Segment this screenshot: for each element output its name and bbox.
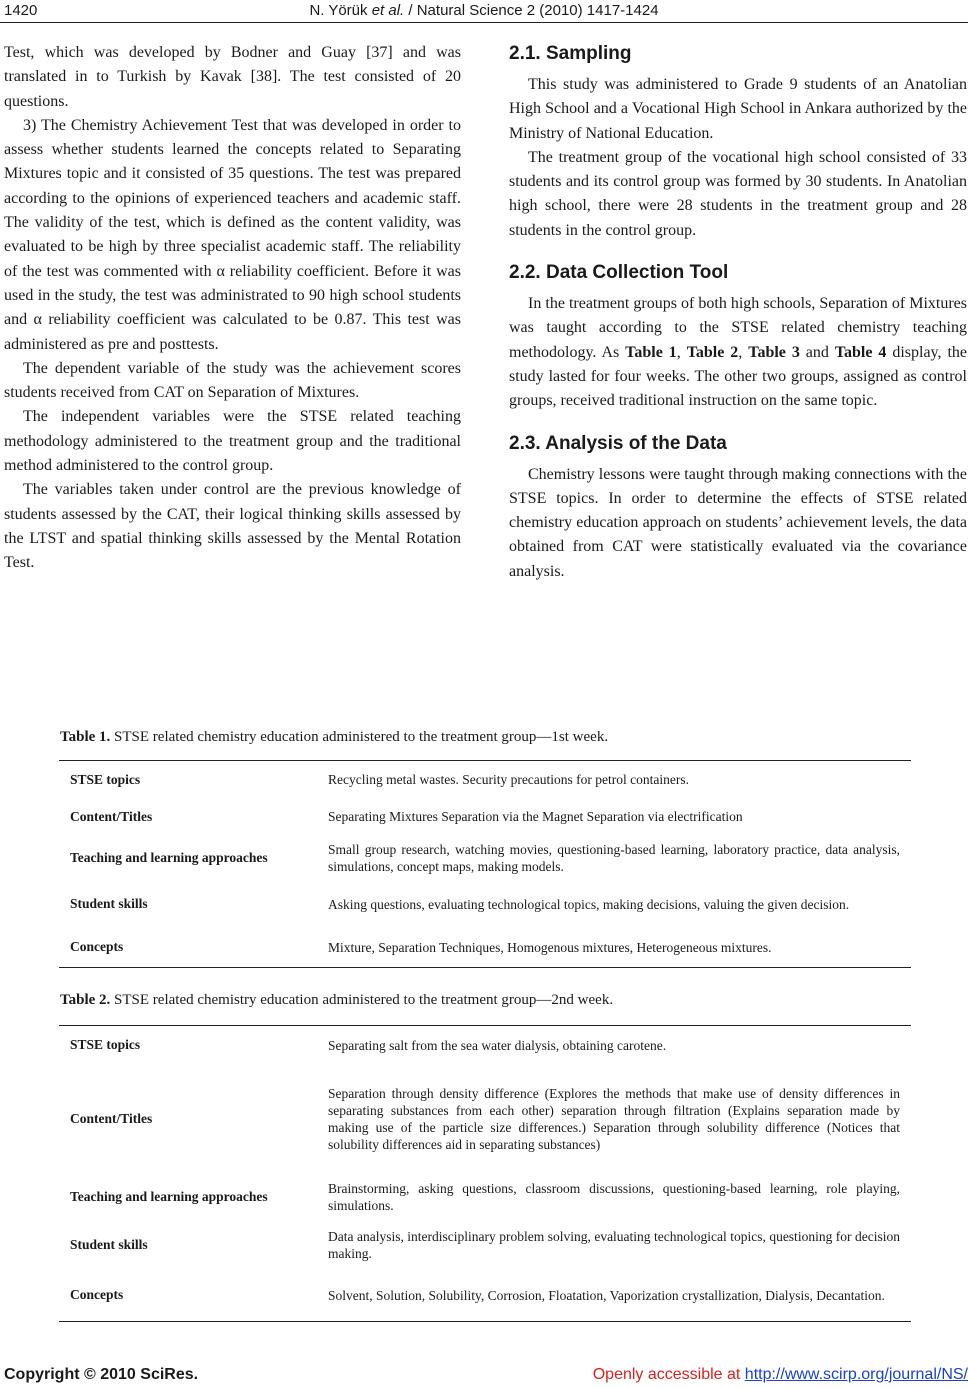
table-ref: Table 4 [834, 343, 887, 361]
row-label: Concepts [70, 939, 124, 954]
row-label: Content/Titles [70, 808, 153, 824]
table-row [59, 798, 911, 835]
row-value: Separating salt from the sea water dialysis, obtaining carotene. [328, 1037, 667, 1053]
table-row [59, 835, 911, 881]
table-ref: Table 3 [748, 343, 800, 361]
row-value: Recycling metal wastes. Security precautions for petrol containers. [328, 772, 690, 787]
page-number: 1420 [4, 2, 38, 19]
table1-caption-label: Table 1. [60, 729, 111, 745]
paragraph: The variables taken under control are the previous knowledge of students assessed by the CAT, their logical thinking skills assessed by the LTST and spatial thinking skills assessed by the Mental Rotation Test. [4, 481, 461, 572]
row-label: Content/Titles [70, 1111, 153, 1126]
table-row [59, 1220, 911, 1269]
page-header [0, 2, 968, 24]
table-row [59, 1064, 911, 1174]
row-label: Student skills [70, 1236, 148, 1252]
paragraph [509, 292, 967, 413]
table2 [59, 1025, 911, 1322]
table-row [59, 1269, 911, 1321]
table-row [59, 761, 911, 798]
table-row [59, 881, 911, 927]
paragraph: The dependent variable of the study was the achievement scores students received from CAT on Separation of Mixtures. [4, 359, 461, 402]
row-value: Small group research, watching movies, questioning-based learning, laboratory practice, data analysis, simulations, concept maps, making models. [328, 842, 900, 874]
table2-caption-label: Table 2. [60, 992, 111, 1008]
running-head-authors: N. Yörük [309, 2, 372, 19]
text-run: , [738, 343, 749, 361]
table-ref: Table 1 [625, 343, 677, 361]
table1 [59, 760, 911, 968]
text-run: and [799, 343, 835, 361]
row-value: Separating Mixtures Separation via the Magnet Separation via electrification [328, 809, 743, 824]
right-column [509, 41, 967, 584]
row-label: Teaching and learning approaches [70, 1189, 268, 1204]
running-head-et-al: et al. [371, 2, 405, 19]
running-head-journal: / Natural Science 2 (2010) 1417-1424 [404, 2, 659, 19]
open-access-notice [593, 1366, 968, 1384]
text-run: In the treatment groups of both high schools, Separation of Mixtures was taught according to the STSE related chemistry teaching methodology. As [509, 295, 967, 361]
row-value: Solvent, Solution, Solubility, Corrosion, Floatation, Vaporization crystallization, Dialysis, Decantation. [328, 1287, 885, 1303]
paragraph: Test, which was developed by Bodner and Guay [37] and was translated in to Turkish by Kavak [38]. The test consisted of 20 questions. [4, 44, 461, 110]
journal-link[interactable]: http://www.scirp.org/journal/NS/ [744, 1366, 968, 1383]
running-head [0, 2, 968, 19]
table-row [59, 1174, 911, 1220]
row-label: Teaching and learning approaches [70, 850, 268, 865]
copyright-notice: Copyright © 2010 SciRes. [4, 1366, 199, 1383]
paragraph: Chemistry lessons were taught through making connections with the STSE topics. In order to determine the effects of STSE related chemistry education approach on students’ achievement levels, the data obtained from CAT were statistically evaluated via the covariance analysis. [509, 465, 967, 580]
table1-caption-text: STSE related chemistry education administered to the treatment group—1st week. [110, 729, 609, 745]
paragraph: 3) The Chemistry Achievement Test that was developed in order to assess whether students learned the concepts related to Separating Mixtures topic and it consisted of 35 questions. The test was prepared according to the opinions of experienced teachers and academic staff. The validity of the test, which is defined as the content validity, was evaluated to be high by three specialist academic staff. The reliability of the test was commented with α reliability coefficient. Before it was used in the study, the test was administrated to 90 high school students and α reliability coefficient was calculated to be 0.87. This test was administered as pre and posttests. [4, 116, 461, 353]
table-row [59, 1026, 911, 1064]
section-heading-analysis: 2.3. Analysis of the Data [509, 432, 727, 454]
text-run: , [676, 343, 687, 361]
row-value: Data analysis, interdisciplinary problem solving, evaluating technological topics, questioning for decision making. [328, 1228, 900, 1261]
paragraph: This study was administered to Grade 9 students of an Anatolian High School and a Vocational High School in Ankara authorized by the Ministry of National Education. [509, 76, 967, 142]
section-heading-sampling: 2.1. Sampling [509, 43, 632, 64]
section-heading-data-collection: 2.2. Data Collection Tool [509, 262, 729, 284]
table2-caption [60, 992, 613, 1009]
paragraph: The independent variables were the STSE related teaching methodology administered to the treatment group and the traditional method administered to the control group. [4, 408, 461, 475]
row-value: Separation through density difference (Explores the methods that make use of density differences in separating substances from each other) separation through filtration (Explains separation made by making use of the particle size differences.) Separation through solubility difference (Notices that solubility differences aid in separating substances) [328, 1086, 900, 1152]
left-column [4, 41, 461, 576]
row-label: STSE topics [70, 771, 141, 787]
row-value: Asking questions, evaluating technological topics, making decisions, valuing the given decision. [328, 896, 850, 912]
text-run: display, the study lasted for four weeks. The other two groups, assigned as control groups, received traditional instruction on the same topic. [509, 343, 968, 410]
table-row [59, 927, 911, 967]
page-footer [0, 1366, 968, 1388]
row-label: STSE topics [70, 1037, 141, 1052]
table2-caption-text: STSE related chemistry education administered to the treatment group—2nd week. [110, 992, 614, 1008]
table-ref: Table 2 [686, 343, 739, 361]
row-value: Brainstorming, asking questions, classroom discussions, questioning-based learning, role playing, simulations. [328, 1181, 900, 1213]
open-access-text: Openly accessible at [592, 1366, 745, 1383]
paragraph: The treatment group of the vocational high school consisted of 33 students and its control group was formed by 30 students. In Anatolian high school, there were 28 students in the treatment group and 28 students in the control group. [509, 148, 967, 239]
header-rule [0, 22, 968, 23]
table1-caption [60, 729, 608, 746]
row-value: Mixture, Separation Techniques, Homogenous mixtures, Heterogeneous mixtures. [328, 939, 772, 955]
row-label: Concepts [70, 1287, 124, 1302]
row-label: Student skills [70, 896, 148, 911]
